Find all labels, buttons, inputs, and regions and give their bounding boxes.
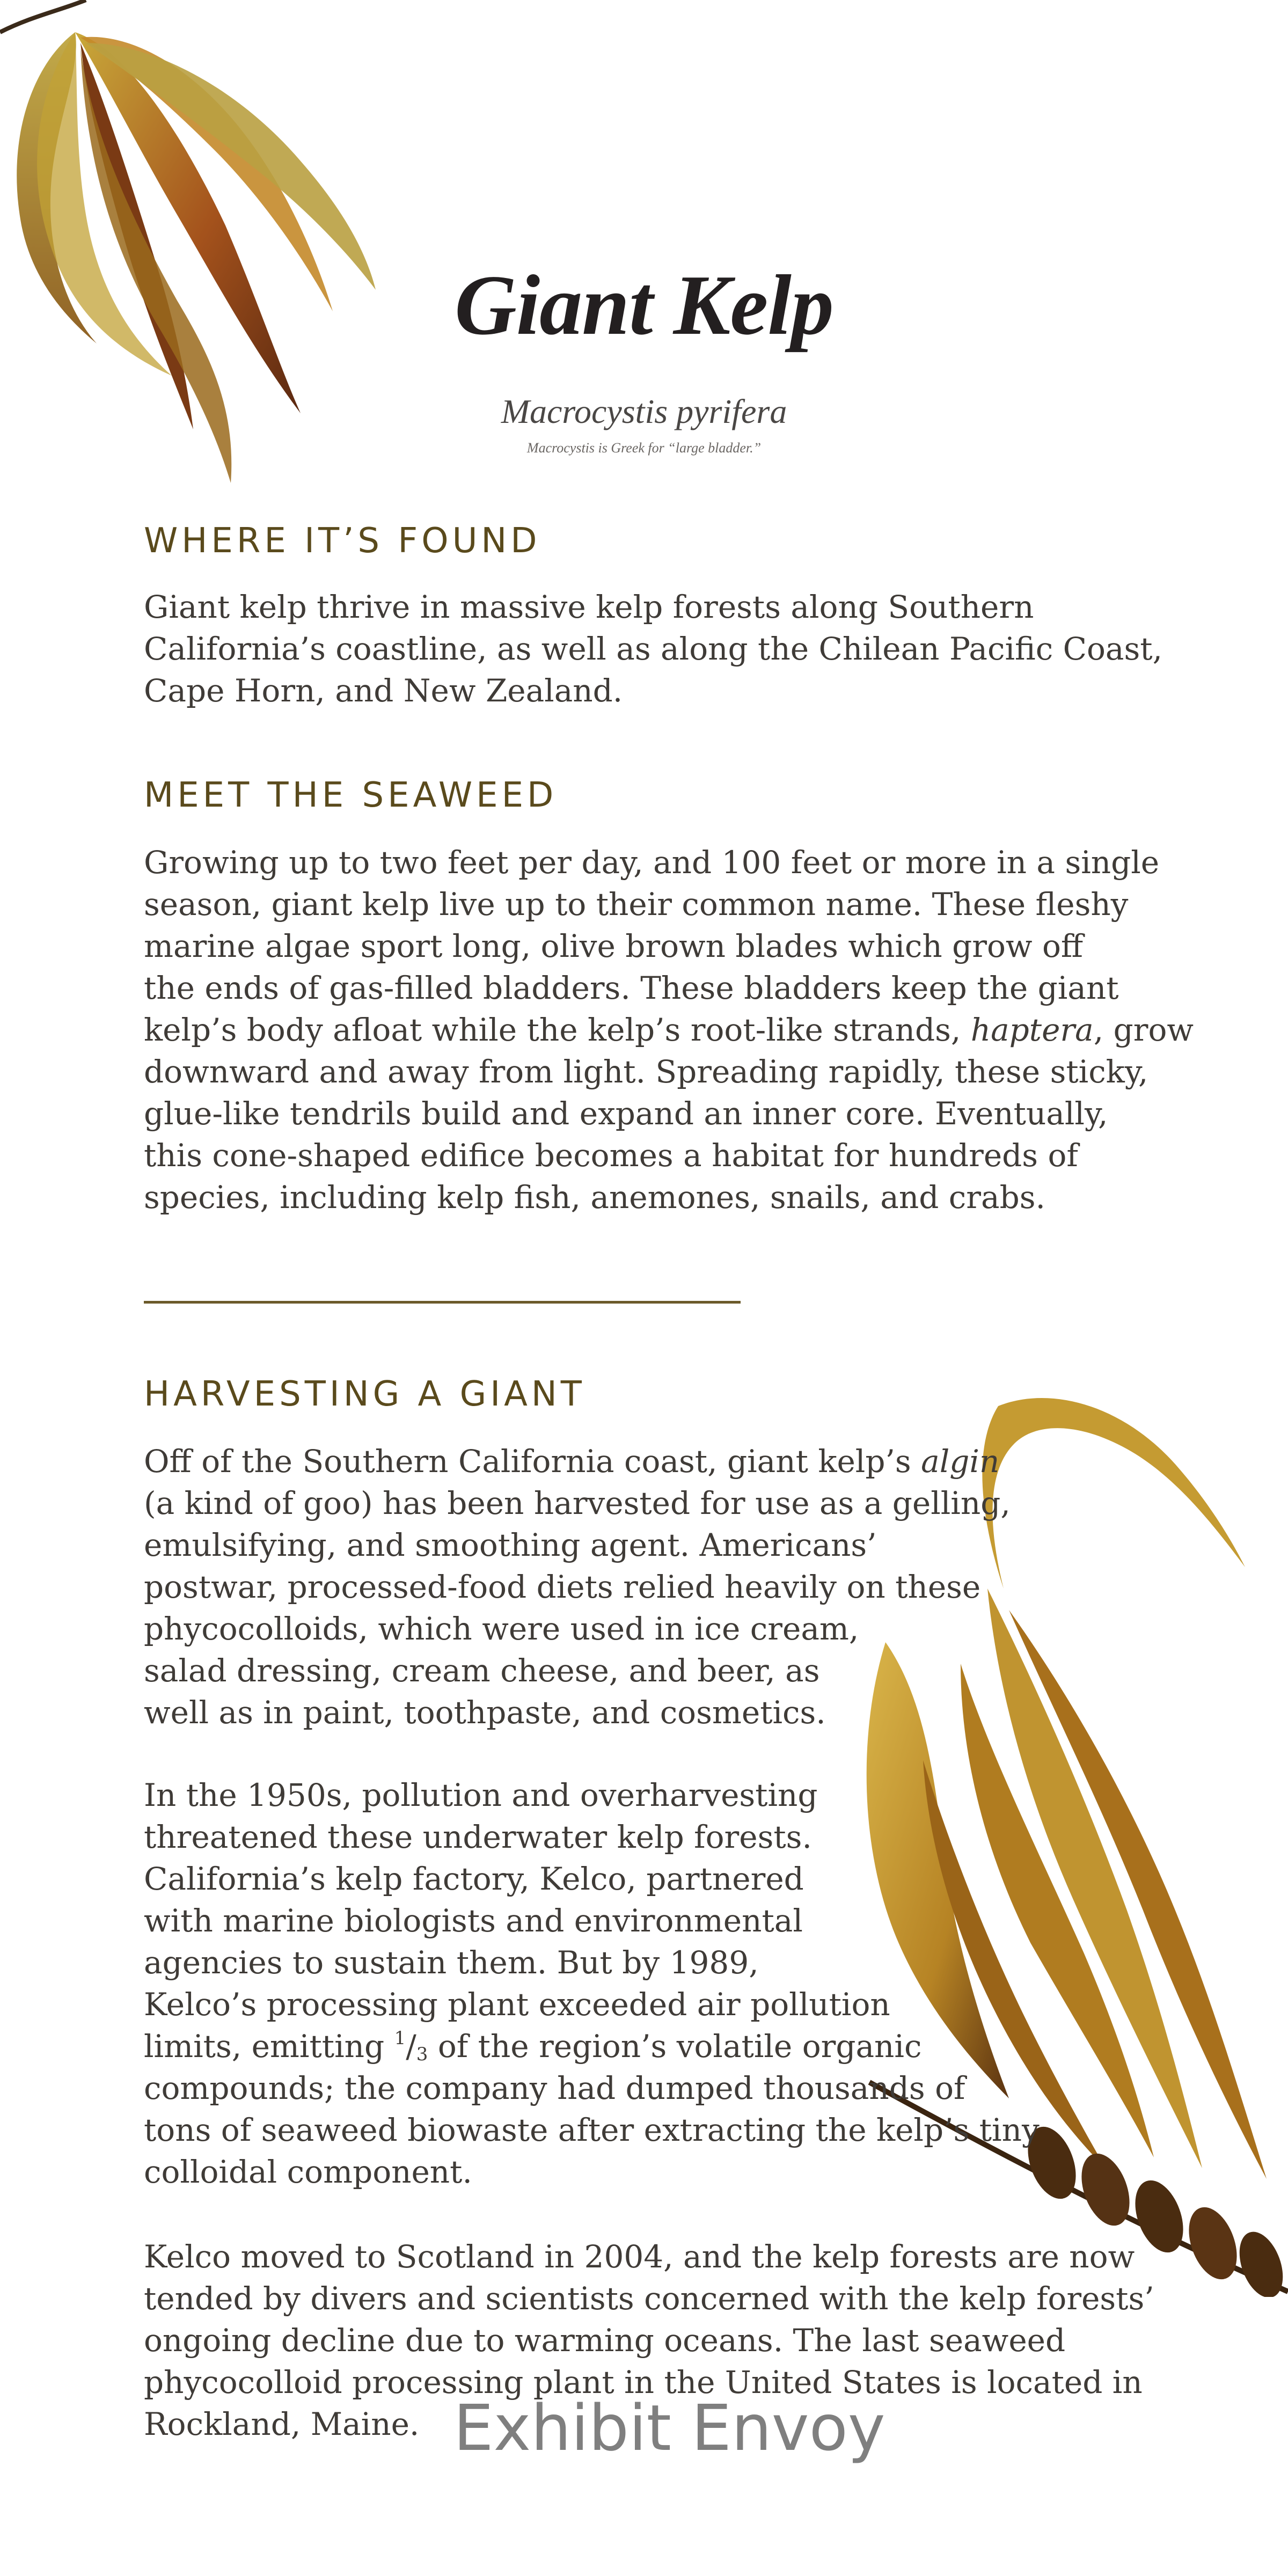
text-line: Kelco’s processing plant exceeded air pollution — [144, 1986, 890, 2023]
text-fragment: kelp’s body afloat while the kelp’s root-like strands, — [144, 1012, 971, 1048]
text-fragment: of the region’s volatile organic — [428, 2028, 922, 2065]
fraction-slash: / — [406, 2028, 416, 2065]
text-line: downward and away from light. Spreading rapidly, these sticky, — [144, 1053, 1148, 1090]
paragraph-where-found — [144, 586, 1162, 712]
text-line: marine algae sport long, olive brown blades which grow off — [144, 928, 1084, 964]
text-line: Growing up to two feet per day, and 100 feet or more in a single — [144, 844, 1160, 881]
text-line: postwar, processed-food diets relied heavily on these — [144, 1569, 981, 1605]
text-line: ongoing decline due to warming oceans. The last seaweed — [144, 2322, 1066, 2359]
paragraph-meet-seaweed — [144, 841, 1194, 1218]
heading-where-found: WHERE IT’S FOUND — [144, 521, 541, 561]
text-fragment: Off of the Southern California coast, giant kelp’s — [144, 1443, 921, 1480]
text-line: Rockland, Maine. — [144, 2406, 420, 2442]
text-fragment: limits, emitting — [144, 2028, 394, 2065]
text-line: Cape Horn, and New Zealand. — [144, 672, 623, 709]
text-line: salad dressing, cream cheese, and beer, as — [144, 1652, 820, 1689]
text-line: phycocolloids, which were used in ice cream, — [144, 1611, 859, 1647]
fraction-denominator: 3 — [416, 2044, 428, 2065]
text-line: California’s kelp factory, Kelco, partnered — [144, 1861, 804, 1897]
text-line: agencies to sustain them. But by 1989, — [144, 1944, 759, 1981]
text-line — [144, 1440, 1011, 1482]
text-line: species, including kelp fish, anemones, snails, and crabs. — [144, 1179, 1045, 1216]
heading-meet-seaweed: MEET THE SEAWEED — [144, 775, 558, 815]
text-line: colloidal component. — [144, 2154, 472, 2190]
paragraph-harvesting-2 — [144, 1774, 1040, 2193]
text-line: phycocolloid processing plant in the United States is located in — [144, 2364, 1143, 2401]
text-line: well as in paint, toothpaste, and cosmetics. — [144, 1694, 826, 1731]
text-line: season, giant kelp live up to their common name. These fleshy — [144, 886, 1129, 923]
text-line: (a kind of goo) has been harvested for use as a gelling, — [144, 1485, 1011, 1521]
scientific-name: Macrocystis pyrifera — [501, 392, 787, 430]
name-etymology-note: Macrocystis is Greek for “large bladder.” — [526, 440, 762, 456]
term-algin: algin — [921, 1443, 1000, 1480]
text-line: tons of seaweed biowaste after extracting the kelp’s tiny — [144, 2112, 1040, 2148]
text-line: threatened these underwater kelp forests. — [144, 1819, 812, 1855]
watermark: Exhibit Envoy — [453, 2391, 885, 2465]
text-line: the ends of gas-filled bladders. These bladders keep the giant — [144, 970, 1119, 1006]
heading-harvesting: HARVESTING A GIANT — [144, 1374, 586, 1414]
section-divider — [144, 1301, 741, 1304]
fraction-numerator: 1 — [394, 2028, 406, 2049]
text-fragment: , grow — [1093, 1012, 1194, 1048]
text-line: tended by divers and scientists concerned with the kelp forests’ — [144, 2280, 1154, 2317]
text-line: with marine biologists and environmental — [144, 1902, 803, 1939]
text-line: emulsifying, and smoothing agent. Americans’ — [144, 1527, 877, 1563]
text-line: In the 1950s, pollution and overharvesting — [144, 1777, 818, 1813]
text-line — [144, 1009, 1194, 1051]
text-line: Kelco moved to Scotland in 2004, and the kelp forests are now — [144, 2238, 1135, 2275]
text-line: glue-like tendrils build and expand an inner core. Eventually, — [144, 1095, 1108, 1132]
term-haptera: haptera — [970, 1012, 1094, 1048]
text-line: Giant kelp thrive in massive kelp forests along Southern — [144, 589, 1034, 625]
text-line — [144, 2025, 1040, 2067]
text-line: California’s coastline, as well as along the Chilean Pacific Coast, — [144, 631, 1162, 667]
text-line: compounds; the company had dumped thousands of — [144, 2070, 965, 2106]
text-line: this cone-shaped edifice becomes a habitat for hundreds of — [144, 1137, 1078, 1174]
paragraph-harvesting-1 — [144, 1440, 1011, 1733]
page-title: Giant Kelp — [455, 257, 833, 353]
